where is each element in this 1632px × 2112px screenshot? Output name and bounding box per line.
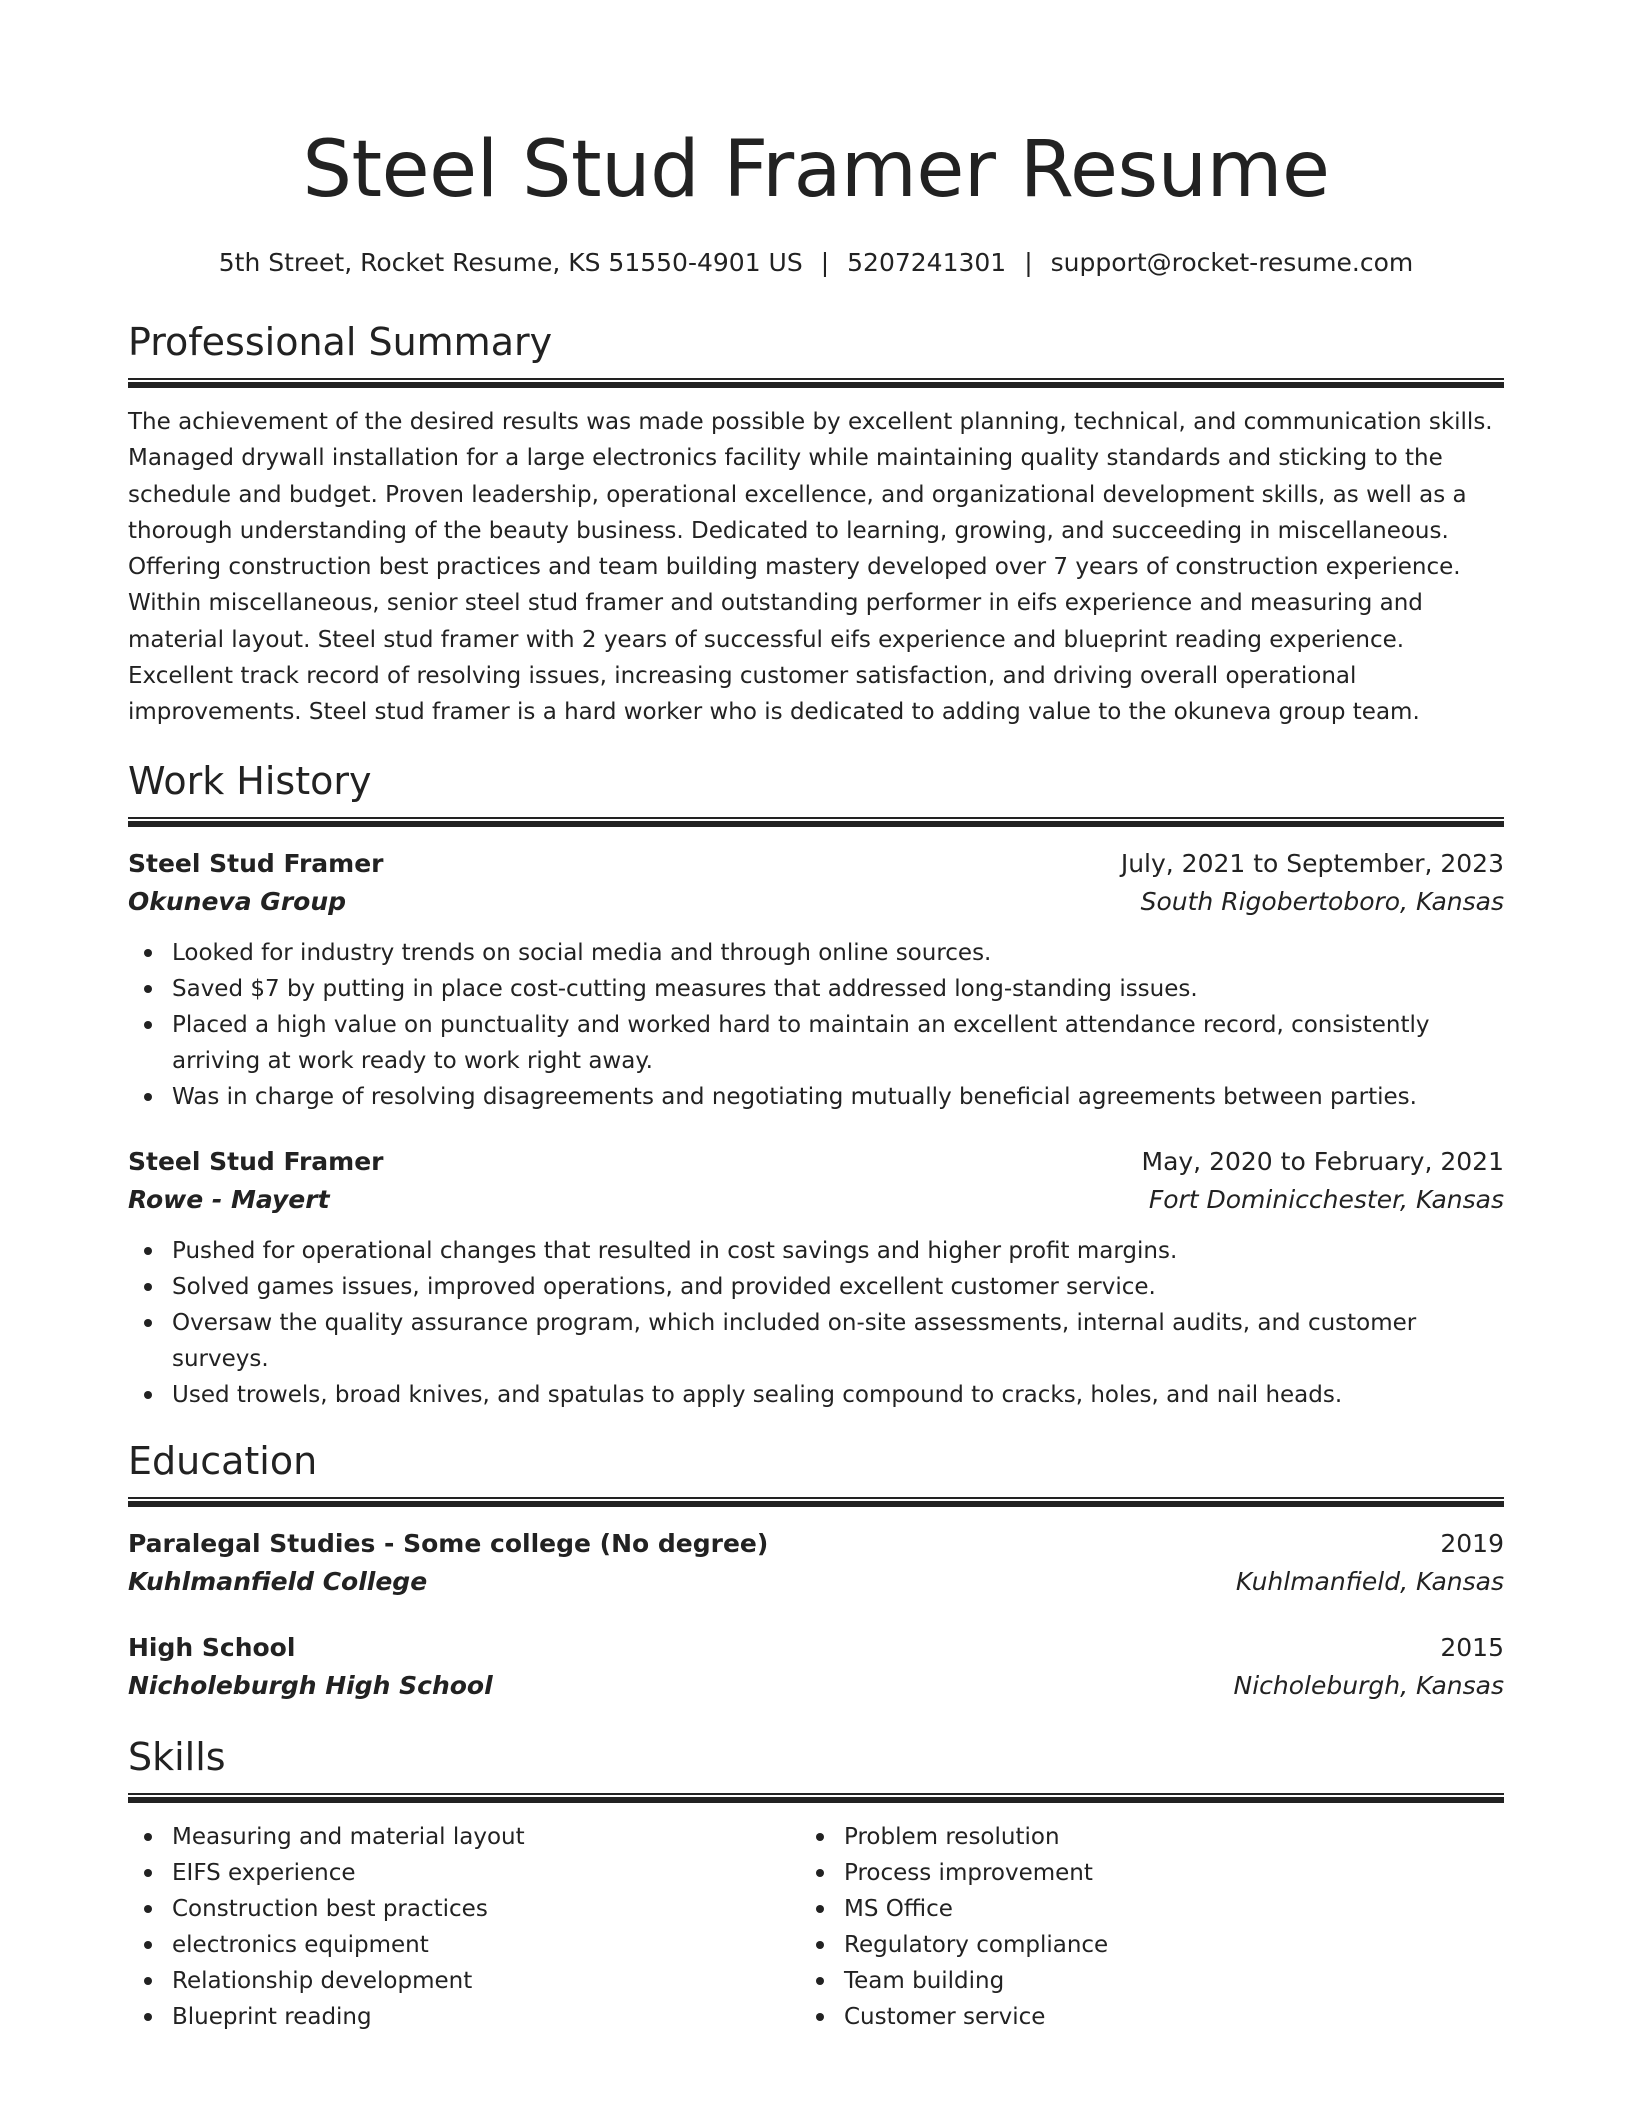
contact-separator: | — [1024, 248, 1033, 277]
contact-separator: | — [820, 248, 830, 277]
job-location: South Rigobertoboro, Kansas — [1140, 886, 1504, 916]
list-item: Placed a high value on punctuality and worked hard to maintain an excellent attendance record, consistently arriving at work ready to work right away. — [128, 1007, 1504, 1079]
skills-list — [800, 1819, 1472, 2035]
job-dates: May, 2020 to February, 2021 — [1141, 1146, 1504, 1176]
skill-item: Relationship development — [128, 1963, 800, 1999]
education-entry — [128, 1629, 1504, 1705]
section-divider — [128, 1497, 1504, 1507]
section-divider — [128, 817, 1504, 827]
education-school: Kuhlmanfield College — [128, 1566, 428, 1596]
list-item: Looked for industry trends on social media and through online sources. — [128, 935, 1504, 971]
skill-item: MS Office — [800, 1891, 1472, 1927]
contact-phone: 5207241301 — [847, 248, 1007, 277]
skill-item: Problem resolution — [800, 1819, 1472, 1855]
job-duties-list — [128, 1233, 1504, 1413]
summary-section — [128, 318, 1504, 731]
section-title-work: Work History — [128, 758, 372, 803]
contact-email: support@rocket-resume.com — [1050, 248, 1414, 277]
summary-text: The achievement of the desired results was made possible by excellent planning, technical, and communication skills. Managed drywall installation for a large electronics facility while maintaining quality standards and sticking to the schedule and budget. Proven leadership, operational excellence, and organizational development skills, as well as a thorough understanding of the beauty business. Dedicated to learning, growing, and succeeding in miscellaneous. Offering construction best practices and team building mastery developed over 7 years of construction experience. Within miscellaneous, senior steel stud framer and outstanding performer in eifs experience and measuring and material layout. Steel stud framer with 2 years of successful eifs experience and blueprint reading experience. Excellent track record of resolving issues, increasing customer satisfaction, and driving overall operational improvements. Steel stud framer is a hard worker who is dedicated to adding value to the okuneva group team. — [128, 409, 1493, 726]
education-location: Nicholeburgh, Kansas — [1233, 1670, 1504, 1700]
skill-item: Customer service — [800, 1999, 1472, 2035]
education-location: Kuhlmanfield, Kansas — [1235, 1566, 1504, 1596]
skill-item: Blueprint reading — [128, 1999, 800, 2035]
job-duties-list — [128, 935, 1504, 1115]
education-year: 2015 — [1440, 1632, 1504, 1662]
job-location: Fort Dominicchester, Kansas — [1148, 1184, 1504, 1214]
list-item: Solved games issues, improved operations, and provided excellent customer service. — [128, 1269, 1504, 1305]
job-dates: July, 2021 to September, 2023 — [1120, 848, 1504, 878]
education-degree: High School — [128, 1632, 296, 1662]
education-year: 2019 — [1440, 1528, 1504, 1558]
skills-section — [128, 1733, 1504, 2035]
section-title-skills: Skills — [128, 1734, 226, 1779]
education-school: Nicholeburgh High School — [128, 1670, 493, 1700]
section-title-education: Education — [128, 1438, 318, 1483]
job-entry — [128, 845, 1504, 1115]
education-section — [128, 1437, 1504, 1705]
skill-item: Regulatory compliance — [800, 1927, 1472, 1963]
skill-item: Measuring and material layout — [128, 1819, 800, 1855]
skill-item: electronics equipment — [128, 1927, 800, 1963]
list-item: Used trowels, broad knives, and spatulas to apply sealing compound to cracks, holes, and nail heads. — [128, 1377, 1504, 1413]
skills-column-right — [800, 1819, 1472, 2035]
skill-item: Process improvement — [800, 1855, 1472, 1891]
job-title: Steel Stud Framer — [128, 848, 384, 878]
contact-address: 5th Street, Rocket Resume, KS 51550-4901 US — [218, 248, 803, 277]
job-company: Okuneva Group — [128, 886, 347, 916]
skill-item: Construction best practices — [128, 1891, 800, 1927]
resume-page — [128, 120, 1504, 2035]
section-divider — [128, 378, 1504, 388]
skill-item: EIFS experience — [128, 1855, 800, 1891]
skills-list — [128, 1819, 800, 2035]
work-history-section — [128, 757, 1504, 1413]
job-entry — [128, 1143, 1504, 1413]
list-item: Pushed for operational changes that resulted in cost savings and higher profit margins. — [128, 1233, 1504, 1269]
section-divider — [128, 1793, 1504, 1803]
job-title: Steel Stud Framer — [128, 1146, 384, 1176]
list-item: Was in charge of resolving disagreements and negotiating mutually beneficial agreements between parties. — [128, 1079, 1504, 1115]
job-company: Rowe - Mayert — [128, 1184, 330, 1214]
education-degree: Paralegal Studies - Some college (No degree) — [128, 1528, 769, 1558]
skill-item: Team building — [800, 1963, 1472, 1999]
resume-title: Steel Stud Framer Resume — [302, 125, 1330, 215]
skills-columns — [128, 1819, 1504, 2035]
list-item: Oversaw the quality assurance program, which included on-site assessments, internal audits, and customer surveys. — [128, 1305, 1504, 1377]
section-title-summary: Professional Summary — [128, 320, 553, 364]
list-item: Saved $7 by putting in place cost-cutting measures that addressed long-standing issues. — [128, 971, 1504, 1007]
contact-line — [128, 246, 1504, 280]
skills-column-left — [128, 1819, 800, 2035]
education-entry — [128, 1525, 1504, 1601]
